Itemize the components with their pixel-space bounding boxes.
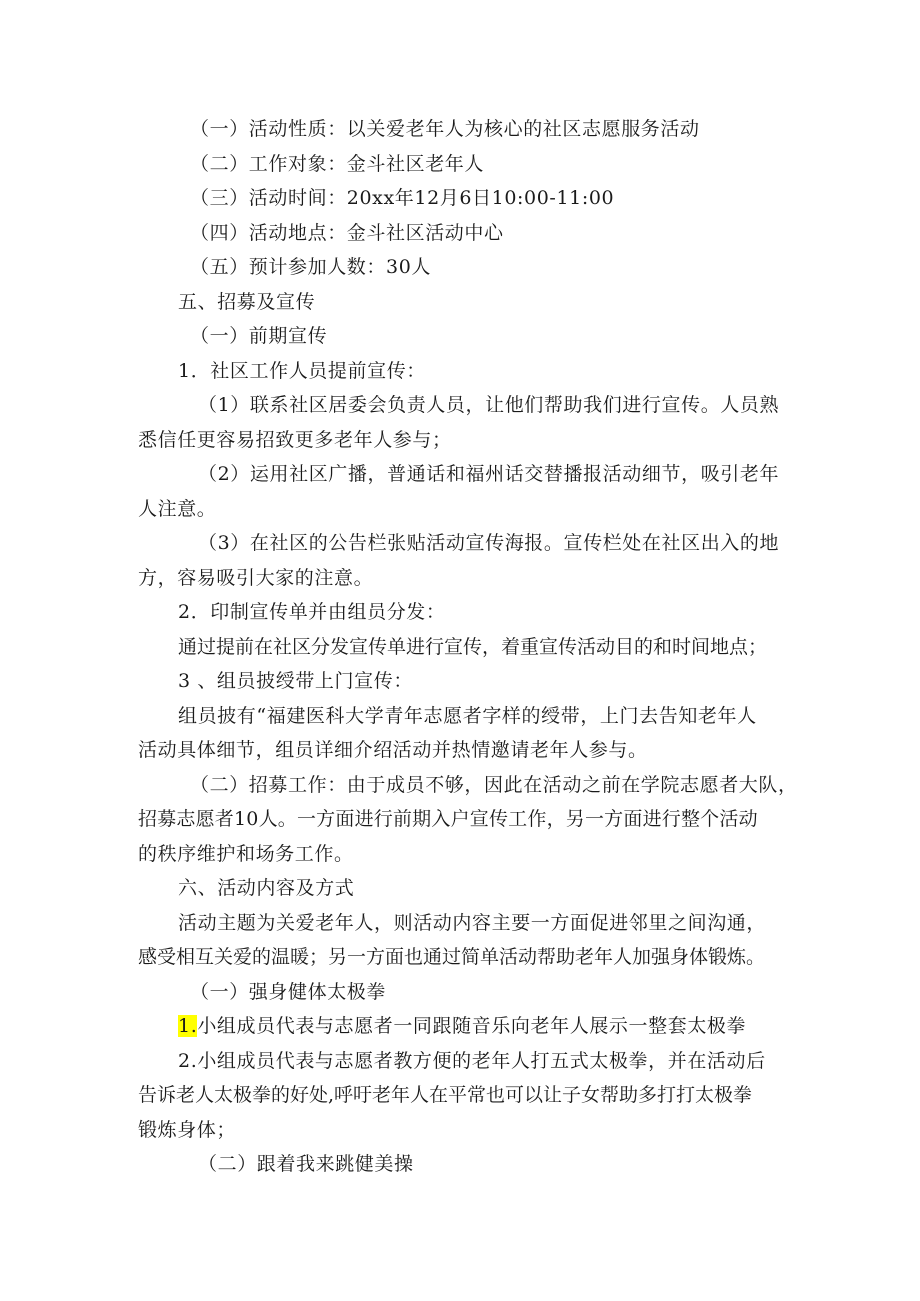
doc-line: （二）招募工作：由于成员不够，因此在活动之前在学院志愿者大队，: [190, 774, 798, 796]
doc-line: 3 、组员披绶带上门宣传：: [178, 670, 413, 692]
doc-line: 2.小组成员代表与志愿者教方便的老年人打五式太极拳，并在活动后: [178, 1050, 766, 1072]
doc-line: 锻炼身体；: [138, 1119, 237, 1141]
doc-line: 方，容易吸引大家的注意。: [138, 567, 374, 589]
subsection-heading: （一）强身健体太极拳: [190, 981, 387, 1003]
doc-line: （三）活动时间：20xx年12月6日10:00-11:00: [190, 187, 615, 209]
subsection-heading: （二）跟着我来跳健美操: [198, 1153, 414, 1175]
doc-line: 1．社区工作人员提前宣传：: [178, 360, 426, 382]
doc-line: （一）活动性质：以关爱老年人为核心的社区志愿服务活动: [190, 118, 700, 140]
doc-line: 通过提前在社区分发宣传单进行宣传，着重宣传活动目的和时间地点；: [178, 636, 768, 658]
doc-line: 的秩序维护和场务工作。: [138, 843, 354, 865]
doc-line: （3）在社区的公告栏张贴活动宣传海报。宣传栏处在社区出入的地: [198, 532, 780, 554]
doc-line: （五）预计参加人数：30人: [190, 256, 431, 278]
doc-line-text: 小组成员代表与志愿者一同跟随音乐向老年人展示一整套太极拳: [197, 1015, 747, 1037]
section-heading: 六、活动内容及方式: [178, 877, 355, 899]
doc-line: （四）活动地点：金斗社区活动中心: [190, 222, 504, 244]
doc-line-highlighted: [178, 1013, 746, 1039]
doc-line: 招募志愿者10人。一方面进行前期入户宣传工作，另一方面进行整个活动: [138, 808, 758, 830]
doc-line: （2）运用社区广播，普通话和福州话交替播报活动细节，吸引老年: [198, 463, 780, 485]
doc-line: 人注意。: [138, 498, 217, 520]
doc-line: （1）联系社区居委会负责人员，让他们帮助我们进行宣传。人员熟: [198, 394, 780, 416]
doc-line: 感受相互关爱的温暖；另一方面也通过简单活动帮助老年人加强身体锻炼。: [138, 946, 766, 968]
section-heading: 五、招募及宣传: [178, 291, 316, 313]
doc-line: 组员披有“福建医科大学青年志愿者字样的绶带，上门去告知老年人: [178, 705, 757, 727]
doc-line: （二）工作对象：金斗社区老年人: [190, 153, 485, 175]
doc-line: 告诉老人太极拳的好处,呼吁老年人在平常也可以让子女帮助多打打太极拳: [138, 1084, 753, 1106]
doc-line: 悉信任更容易招致更多老年人参与；: [138, 429, 452, 451]
doc-line: 2．印制宣传单并由组员分发：: [178, 601, 446, 623]
doc-line: 活动具体细节，组员详细介绍活动并热情邀请老年人参与。: [138, 739, 648, 761]
highlighted-marker: 1.: [178, 1015, 198, 1037]
subsection-heading: （一）前期宣传: [190, 325, 328, 347]
doc-line: 活动主题为关爱老年人，则活动内容主要一方面促进邻里之间沟通，: [178, 912, 767, 934]
